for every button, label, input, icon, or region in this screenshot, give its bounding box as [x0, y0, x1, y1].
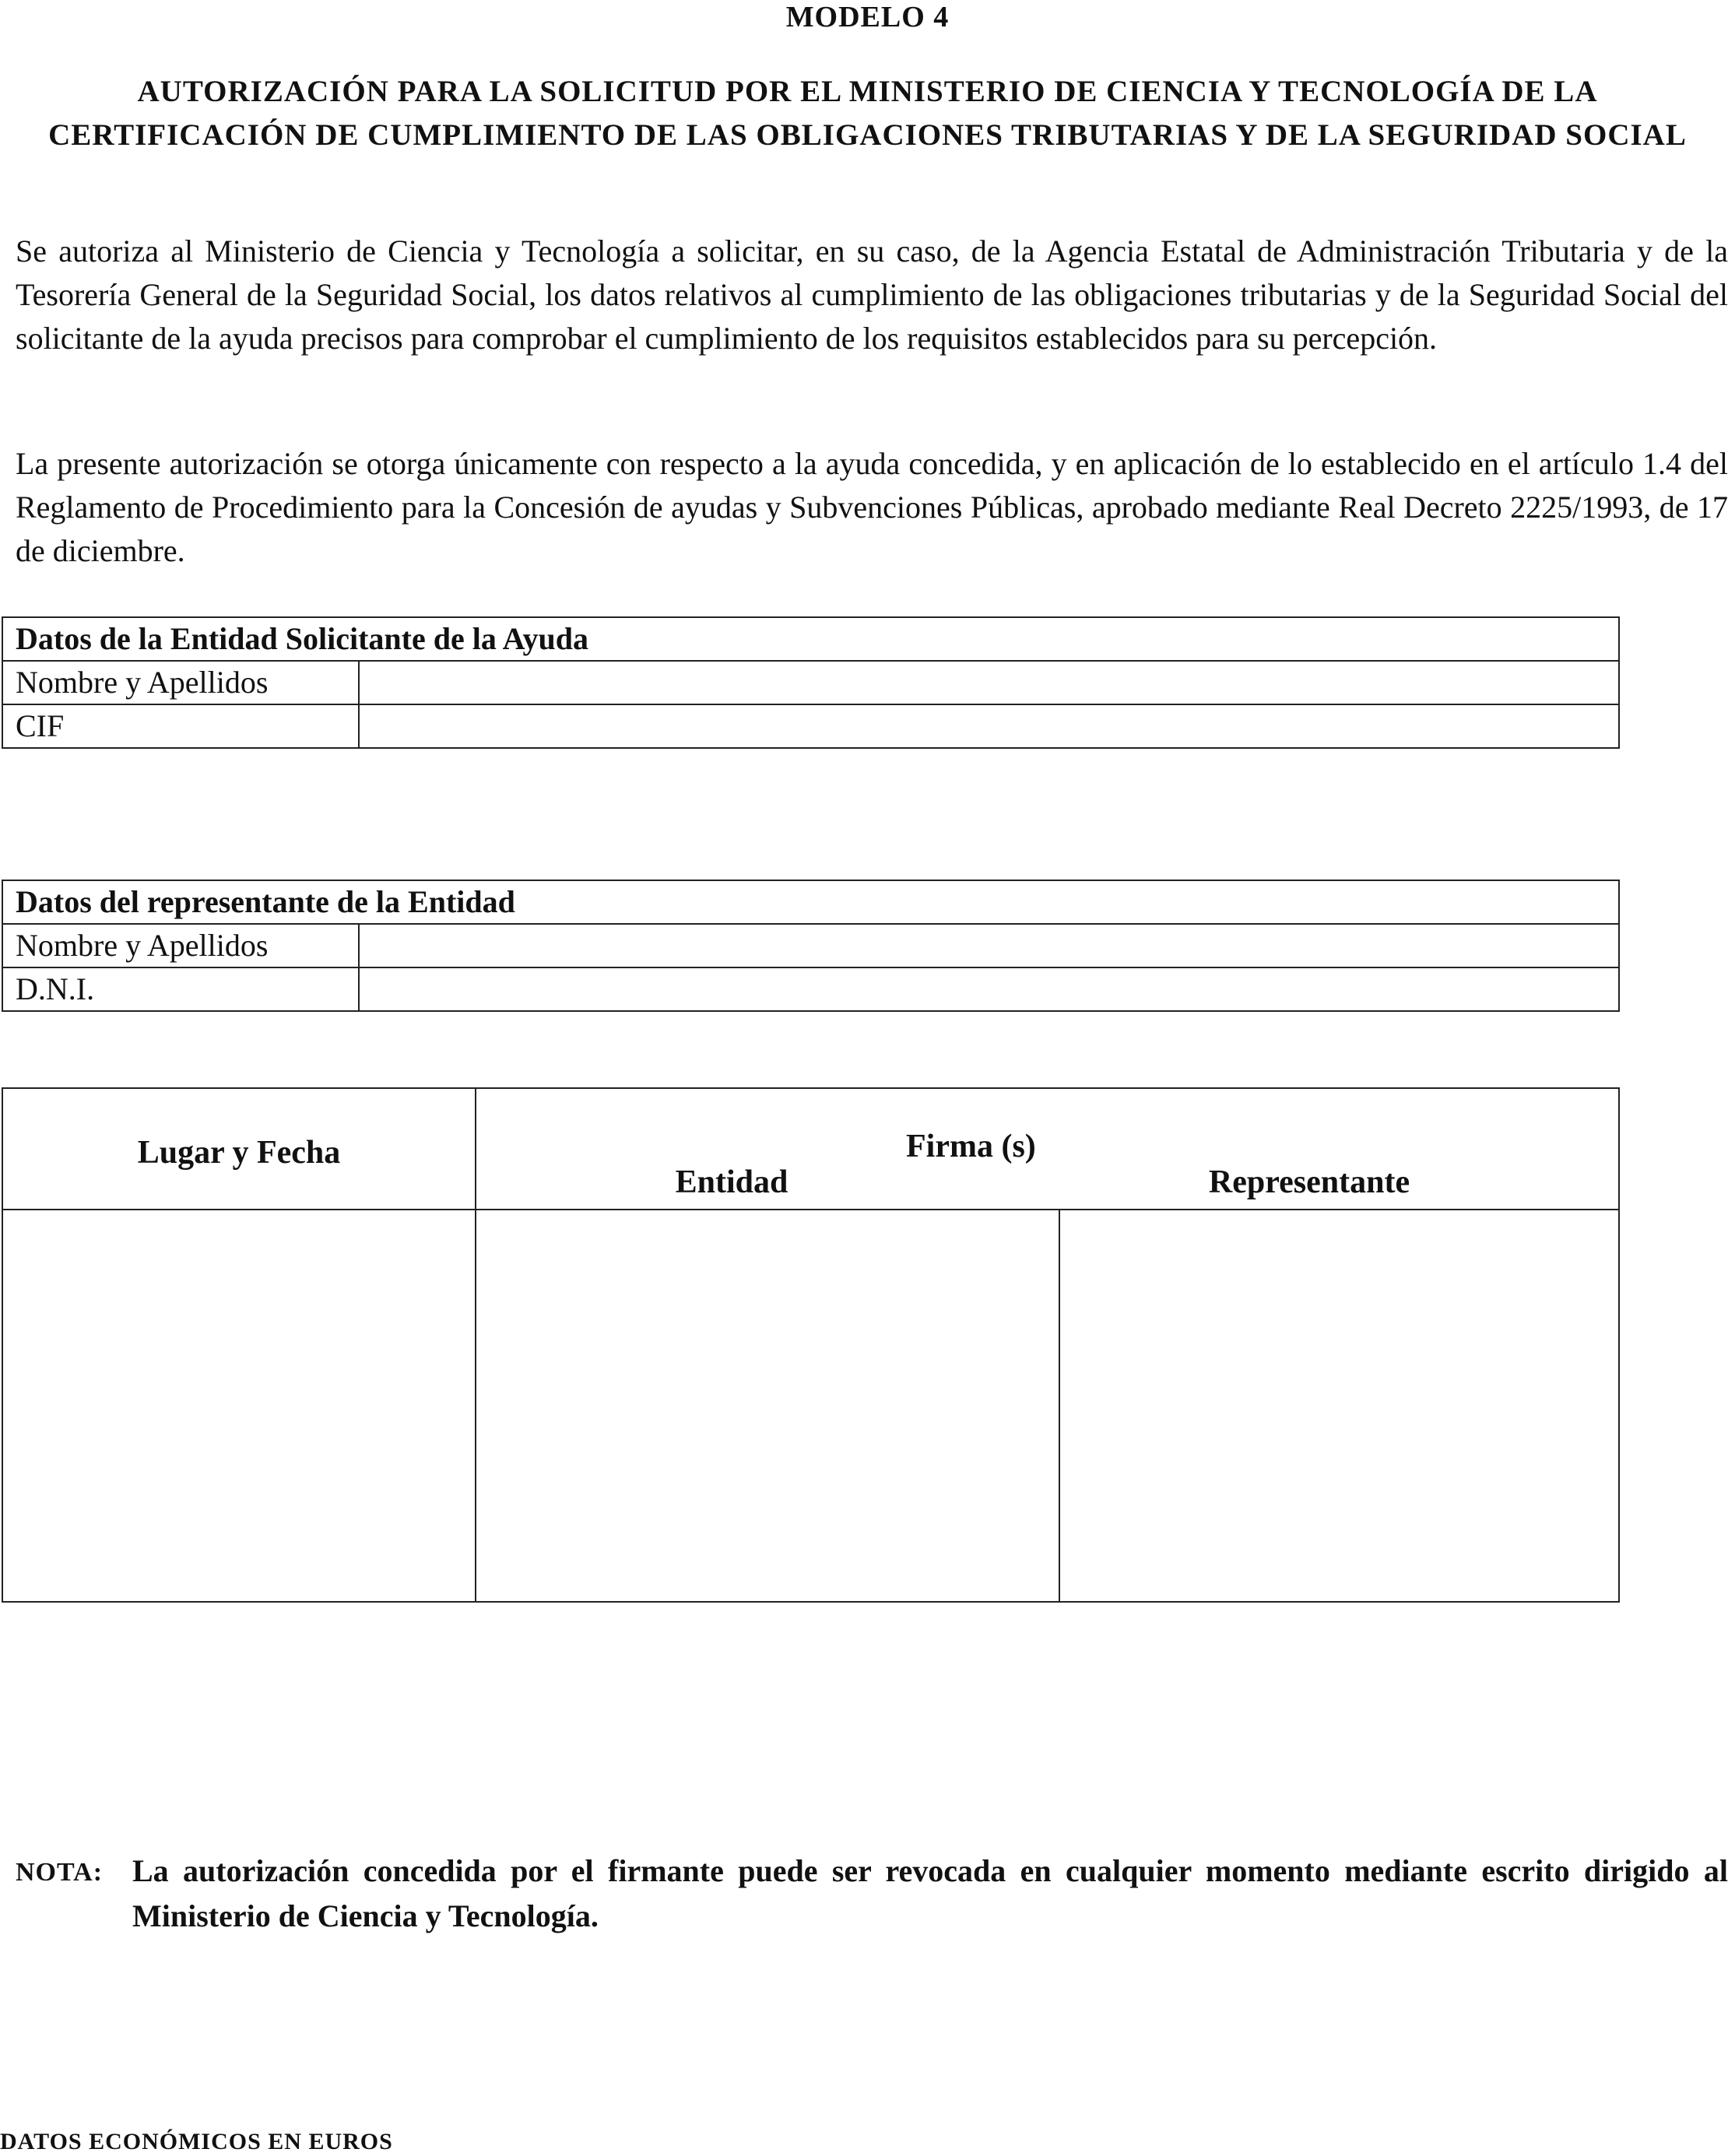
representative-table-heading: Datos del representante de la Entidad	[2, 880, 1619, 924]
representative-data-table	[2, 880, 1620, 1012]
note-section	[16, 1849, 1728, 1939]
entity-cif-field[interactable]	[359, 704, 1619, 748]
document-model-number: MODELO 4	[785, 1, 950, 33]
title-line-1: AUTORIZACIÓN PARA LA SOLICITUD POR EL MINISTERIO DE CIENCIA Y TECNOLOGÍA DE LA	[137, 75, 1598, 108]
representative-dni-field[interactable]	[359, 967, 1619, 1011]
representative-signature-field[interactable]	[1060, 1210, 1617, 1599]
note-label: NOTA:	[16, 1858, 104, 1887]
entity-data-table	[2, 616, 1620, 749]
table-row	[2, 967, 1619, 1011]
signature-table	[2, 1087, 1620, 1603]
entity-name-label: Nombre y Apellidos	[2, 661, 359, 704]
scope-paragraph: La presente autorización se otorga únicamente con respecto a la ayuda concedida, y en aplicación de lo establecido en el artículo 1.4 del Reglamento de Procedimiento para la Concesión de ayudas y Subvenciones Públicas, aprobado mediante Real Decreto 2225/1993, de 17 de diciembre.	[16, 446, 1728, 568]
representative-name-field[interactable]	[359, 924, 1619, 967]
authorization-paragraph: Se autoriza al Ministerio de Ciencia y Tecnología a solicitar, en su caso, de la Agencia Estatal de Administración Tributaria y de la Tesorería General de la Seguridad Social, los datos relativos al cumplimiento de las obligaciones tributarias y de la Seguridad Social del solicitante de la ayuda precisos para comprobar el cumplimiento de los requisitos establecidos para su percepción.	[16, 234, 1728, 356]
entity-signature-header: Entidad	[675, 1164, 788, 1200]
table-row	[2, 704, 1619, 748]
footer-economic-data: DATOS ECONÓMICOS EN EUROS	[0, 2129, 393, 2154]
table-row	[2, 661, 1619, 704]
representative-signature-header: Representante	[1208, 1164, 1410, 1200]
entity-name-field[interactable]	[359, 661, 1619, 704]
representative-dni-label: D.N.I.	[2, 967, 359, 1011]
entity-signature-field[interactable]	[476, 1210, 1057, 1599]
entity-table-heading: Datos de la Entidad Solicitante de la Ayuda	[2, 617, 1619, 661]
place-date-header: Lugar y Fecha	[137, 1135, 341, 1171]
document-title	[8, 70, 1727, 157]
signatures-header: Firma (s)	[906, 1129, 1036, 1164]
note-text: La autorización concedida por el firmante puede ser revocada en cualquier momento mediante escrito dirigido al Ministerio de Ciencia y Tecnología.	[132, 1853, 1728, 1933]
place-date-field[interactable]	[3, 1210, 473, 1599]
title-line-2: CERTIFICACIÓN DE CUMPLIMIENTO DE LAS OBLIGACIONES TRIBUTARIAS Y DE LA SEGURIDAD SOCIAL	[48, 118, 1687, 152]
entity-cif-label: CIF	[2, 704, 359, 748]
table-row	[2, 924, 1619, 967]
representative-name-label: Nombre y Apellidos	[2, 924, 359, 967]
